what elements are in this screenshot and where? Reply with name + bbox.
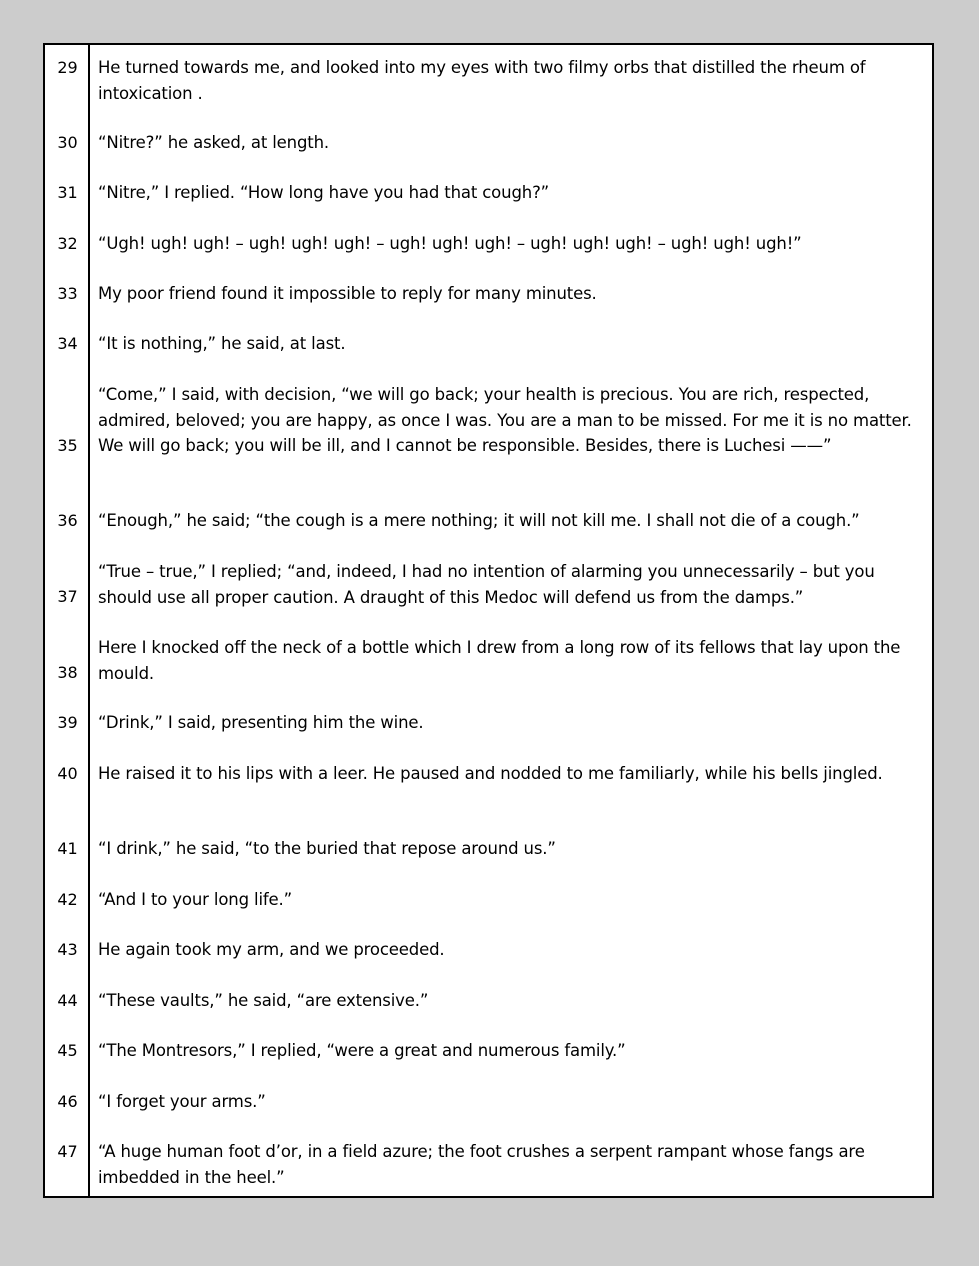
line-text: “It is nothing,” he said, at last. — [98, 334, 346, 353]
line-number: 40 — [57, 764, 78, 783]
text-table — [43, 43, 934, 1198]
line-text: “The Montresors,” I replied, “were a great and numerous family.” — [98, 1041, 626, 1060]
line-number: 45 — [57, 1041, 78, 1060]
line-text: “Nitre?” he asked, at length. — [98, 133, 330, 152]
line-text: “I drink,” he said, “to the buried that repose around us.” — [98, 839, 556, 858]
line-number: 42 — [57, 890, 78, 909]
line-text: He raised it to his lips with a leer. He paused and nodded to me familiarly, while his bells jingled. — [98, 764, 883, 783]
line-text: Here I knocked off the neck of a bottle which I drew from a long row of its fellows that lay upon the mould. — [98, 638, 901, 683]
line-number: 30 — [57, 133, 78, 152]
line-text: “True – true,” I replied; “and, indeed, I had no intention of alarming you unnecessarily – but you should use all proper caution. A draught of this Medoc will defend us from the damps.” — [98, 562, 875, 607]
line-number: 32 — [57, 234, 78, 253]
line-text: He again took my arm, and we proceeded. — [98, 940, 445, 959]
line-number: 36 — [57, 511, 78, 530]
line-number: 39 — [57, 713, 78, 732]
line-number: 46 — [57, 1092, 78, 1111]
line-text: “Ugh! ugh! ugh! – ugh! ugh! ugh! – ugh! ugh! ugh! – ugh! ugh! ugh! – ugh! ugh! ugh!” — [98, 234, 802, 253]
line-text: My poor friend found it impossible to reply for many minutes. — [98, 284, 597, 303]
line-number: 35 — [57, 436, 78, 455]
line-text: “And I to your long life.” — [98, 890, 293, 909]
line-text: “Drink,” I said, presenting him the wine. — [98, 713, 424, 732]
line-text: “Enough,” he said; “the cough is a mere nothing; it will not kill me. I shall not die of a cough.” — [98, 511, 860, 530]
line-text: “Nitre,” I replied. “How long have you had that cough?” — [98, 183, 550, 202]
line-number: 31 — [57, 183, 78, 202]
line-number: 47 — [57, 1142, 78, 1161]
line-text: He turned towards me, and looked into my eyes with two filmy orbs that distilled the rheum of intoxication . — [98, 58, 866, 103]
line-number: 38 — [57, 663, 78, 682]
line-text: “I forget your arms.” — [98, 1092, 266, 1111]
line-number: 34 — [57, 334, 78, 353]
line-number: 41 — [57, 839, 78, 858]
column-divider — [88, 45, 90, 1196]
line-number: 37 — [57, 587, 78, 606]
line-number: 33 — [57, 284, 78, 303]
line-number: 29 — [57, 58, 78, 77]
line-text: “A huge human foot d’or, in a field azure; the foot crushes a serpent rampant whose fangs are imbedded in the heel.” — [98, 1142, 865, 1187]
line-number: 43 — [57, 940, 78, 959]
line-text: “Come,” I said, with decision, “we will go back; your health is precious. You are rich, respected, admired, beloved; you are happy, as once I was. You are a man to be missed. For me it is no matter. We will go back; you will be ill, and I cannot be responsible. Besides, there is Luchesi ——” — [98, 385, 912, 455]
line-text: “These vaults,” he said, “are extensive.” — [98, 991, 429, 1010]
line-number: 44 — [57, 991, 78, 1010]
